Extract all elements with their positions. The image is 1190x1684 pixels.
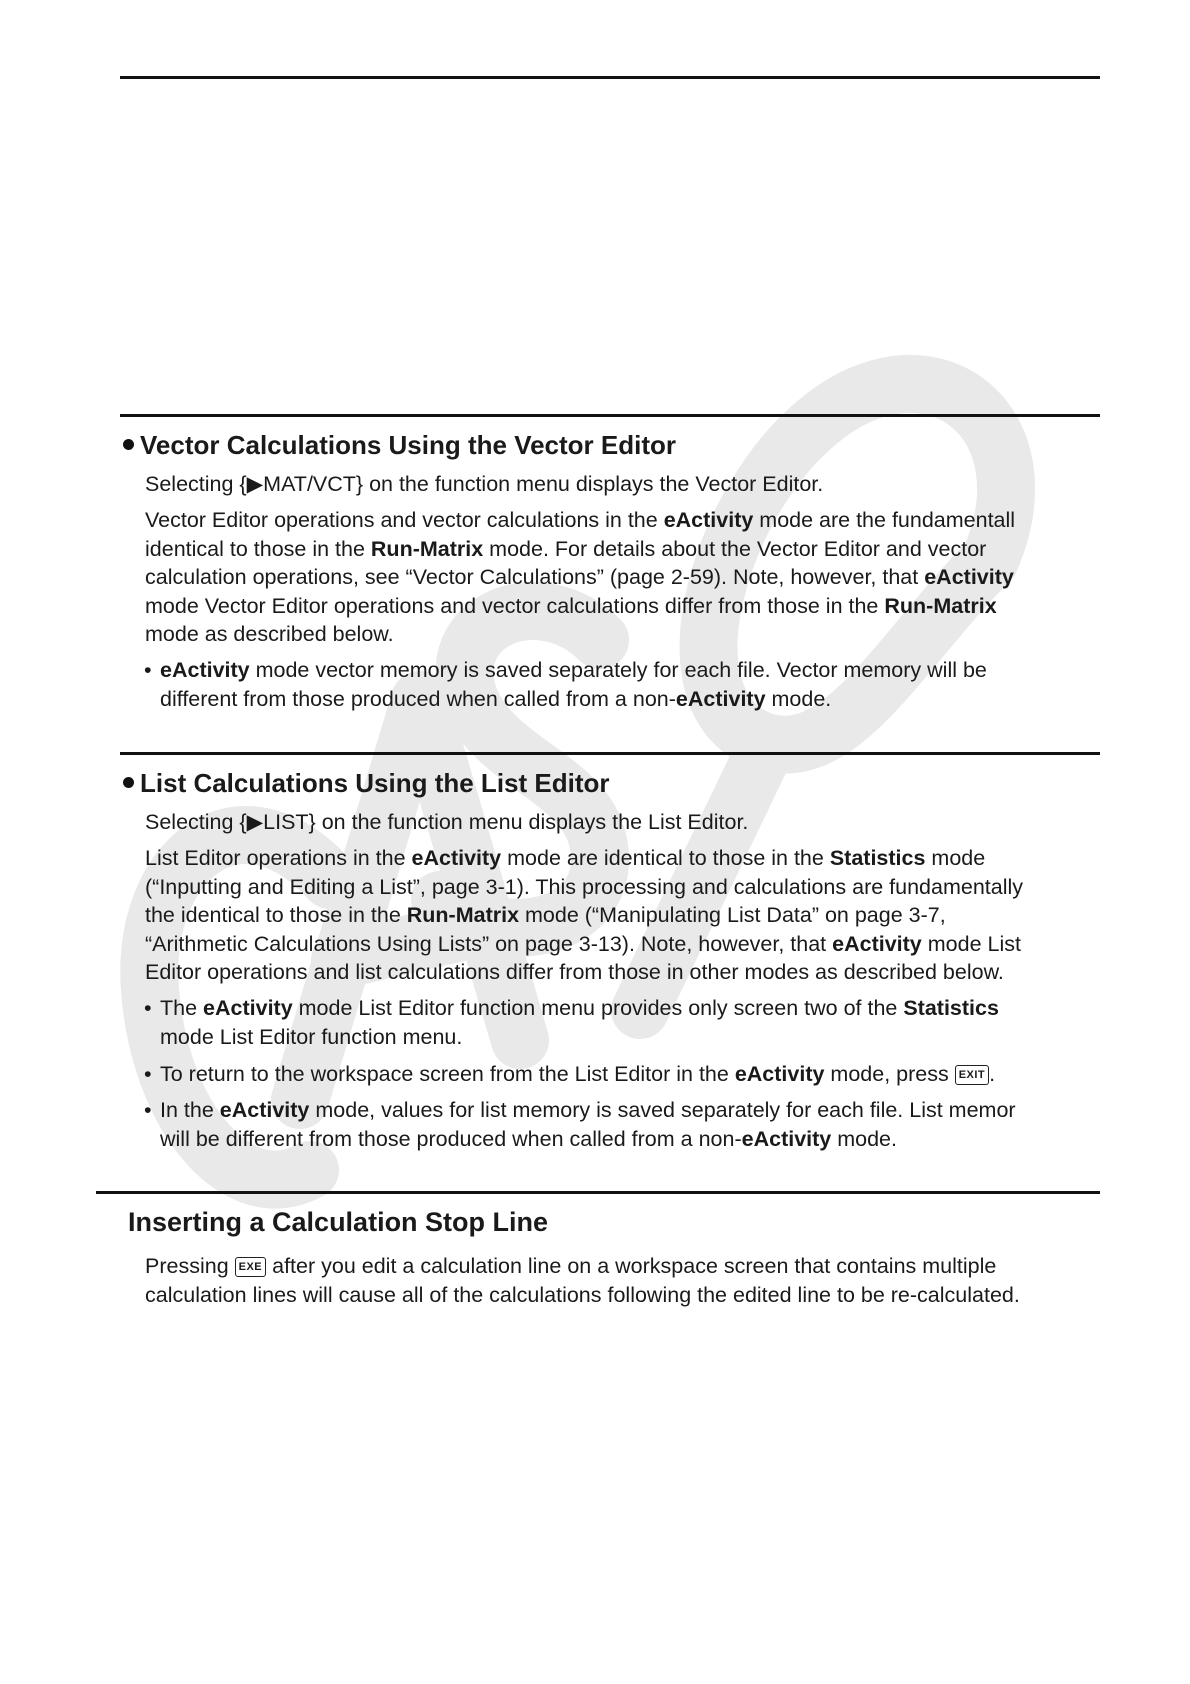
bullet-dot-icon: [123, 777, 134, 788]
list-intro: Selecting {▶LIST} on the function menu displays the List Editor.: [145, 810, 749, 834]
exe-key-icon: EXE: [235, 1257, 267, 1277]
exit-key-icon: EXIT: [955, 1065, 989, 1085]
stop-section-rule: [96, 1191, 1100, 1194]
vector-section-heading: Vector Calculations Using the Vector Editor: [123, 430, 676, 461]
list-bullet-return: • To return to the workspace screen from the List Editor in the eActivity mode, press EXIT .: [144, 1062, 996, 1086]
bullet-dot-icon: [123, 439, 134, 450]
vector-bullet-memory: • eActivity mode vector memory is saved separately for each file. Vector memory will be different from those produced when called from a non-eActivity mode.: [144, 658, 987, 711]
list-section-rule: [120, 752, 1100, 755]
stop-line-heading: Inserting a Calculation Stop Line: [128, 1207, 549, 1237]
top-rule: [120, 76, 1100, 79]
right-triangle-icon: ▶: [246, 810, 264, 834]
vector-section-rule: [120, 414, 1100, 417]
stop-line-paragraph: Pressing EXE after you edit a calculation line on a workspace screen that contains multiple calculation lines will cause all of the calculations following the edited line to be re-calculated.: [145, 1254, 1020, 1307]
vector-intro: Selecting {▶MAT/VCT} on the function menu displays the Vector Editor.: [145, 472, 824, 496]
vector-paragraph: Vector Editor operations and vector calculations in the eActivity mode are the fundamentall identical to those in the Run-Matrix mode. For details about the Vector Editor and vector calculation operations, see “Vector Calculations” (page 2-59). Note, however, that eActivity mode Vector Editor operations and vector calculations differ from those in the Run-Matrix mode as described below.: [145, 508, 1016, 646]
list-bullet-function-menu: • The eActivity mode List Editor function menu provides only screen two of the Statistics mode List Editor function menu.: [144, 996, 999, 1049]
list-section-heading: List Calculations Using the List Editor: [123, 768, 610, 799]
right-triangle-icon: ▶: [246, 472, 264, 496]
list-bullet-memory: • In the eActivity mode, values for list memory is saved separately for each file. List memor will be different from those produced when called from a non-eActivity mode.: [144, 1098, 1016, 1151]
list-paragraph: List Editor operations in the eActivity mode are identical to those in the Statistics mode (“Inputting and Editing a List”, page 3-1). This processing and calculations are fundamentally the identical to those in the Run-Matrix mode (“Manipulating List Data” on page 3-7, “Arithmetic Calculations Using Lists” on page 3-13). Note, however, that eActivity mode List Editor operations and list calculations differ from those in other modes as described below.: [145, 846, 1024, 984]
